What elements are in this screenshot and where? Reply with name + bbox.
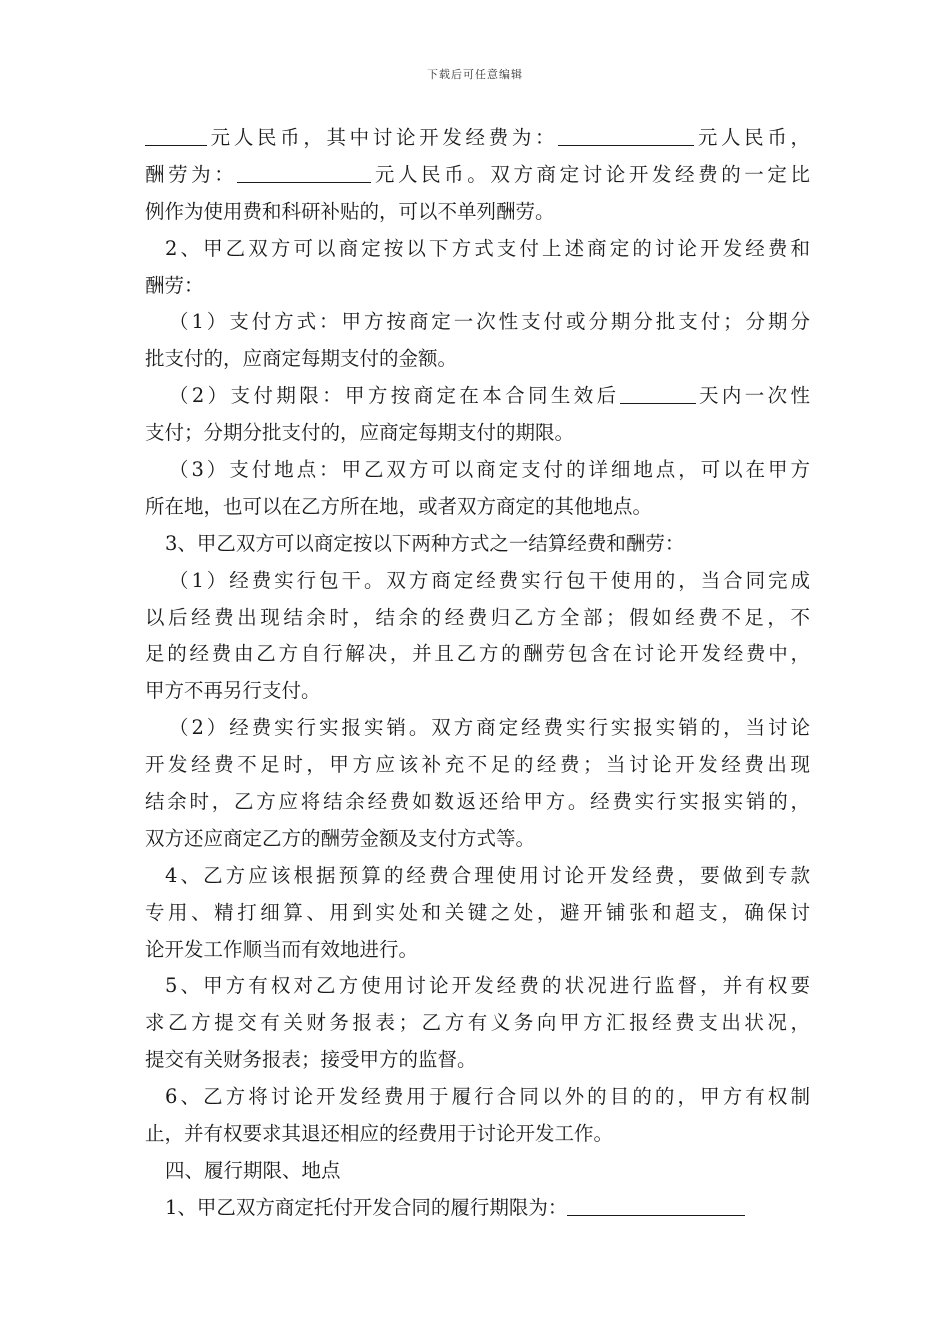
line-25: 求乙方提交有关财务报表；乙方有义务向甲方汇报经费支出状况， [145,1011,810,1035]
section-heading: 四、履行期限、地点 [165,1158,341,1182]
line-27: 6、乙方将讨论开发经费用于履行合同以外的目的的，甲方有权制 [165,1085,810,1109]
line-18: 开发经费不足时，甲方应该补充不足的经费；当讨论开发经费出现 [145,753,810,777]
line-16: 甲方不再另行支付。 [145,679,321,703]
line-2 [145,157,810,194]
line-5: 酬劳： [145,273,204,297]
line-22: 专用、精打细算、用到实处和关键之处，避开铺张和超支，确保讨 [145,900,810,924]
blank-field[interactable] [620,381,696,404]
blank-field[interactable] [567,1193,745,1216]
text: 1、甲乙双方商定托付开发合同的履行期限为： [165,1195,568,1219]
line-1 [145,120,810,157]
line-9: 支付；分期分批支付的，应商定每期支付的期限。 [145,421,575,445]
line-30 [145,1190,810,1227]
line-14: 以后经费出现结余时，结余的经费归乙方全部；假如经费不足，不 [145,605,810,629]
line-20: 双方还应商定乙方的酬劳金额及支付方式等。 [145,826,536,850]
line-19: 结余时，乙方应将结余经费如数返还给甲方。经费实行实报实销的， [145,790,810,814]
blank-field[interactable] [237,160,371,183]
line-4: 2、甲乙双方可以商定按以下方式支付上述商定的讨论开发经费和 [165,236,810,260]
line-7: 批支付的，应商定每期支付的金额。 [145,347,458,371]
line-21: 4、乙方应该根据预算的经费合理使用讨论开发经费，要做到专款 [165,863,810,887]
document-body [145,120,810,1227]
line-15: 足的经费由乙方自行解决，并且乙方的酬劳包含在讨论开发经费中， [145,642,810,666]
line-8 [145,378,810,415]
line-26: 提交有关财务报表；接受甲方的监督。 [145,1048,477,1072]
text: 元人民币，其中讨论开发经费为： [207,126,559,149]
text: 天内一次性 [695,384,810,408]
line-3: 例作为使用费和科研补贴的，可以不单列酬劳。 [145,199,555,223]
line-10: （3）支付地点：甲乙双方可以商定支付的详细地点，可以在甲方 [169,458,810,482]
page-header: 下载后可任意编辑 [427,68,523,81]
line-11: 所在地，也可以在乙方所在地，或者双方商定的其他地点。 [145,494,653,518]
text: 酬劳为： [145,162,238,186]
line-28: 止，并有权要求其退还相应的经费用于讨论开发工作。 [145,1122,614,1146]
line-12: 3、甲乙双方可以商定按以下两种方式之一结算经费和酬劳： [165,531,685,555]
line-6: （1）支付方式：甲方按商定一次性支付或分期分批支付；分期分 [169,310,810,334]
line-13: （1）经费实行包干。双方商定经费实行包干使用的，当合同完成 [169,568,810,592]
text: 元人民币。双方商定讨论开发经费的一定比 [371,162,810,186]
text: （2）支付期限：甲方按商定在本合同生效后 [169,384,620,408]
line-23: 论开发工作顺当而有效地进行。 [145,937,419,961]
blank-field[interactable] [145,123,207,146]
line-17: （2）经费实行实报实销。双方商定经费实行实报实销的，当讨论 [169,716,810,740]
line-24: 5、甲方有权对乙方使用讨论开发经费的状况进行监督，并有权要 [165,974,810,998]
text: 元人民币， [694,126,810,149]
blank-field[interactable] [558,123,694,146]
